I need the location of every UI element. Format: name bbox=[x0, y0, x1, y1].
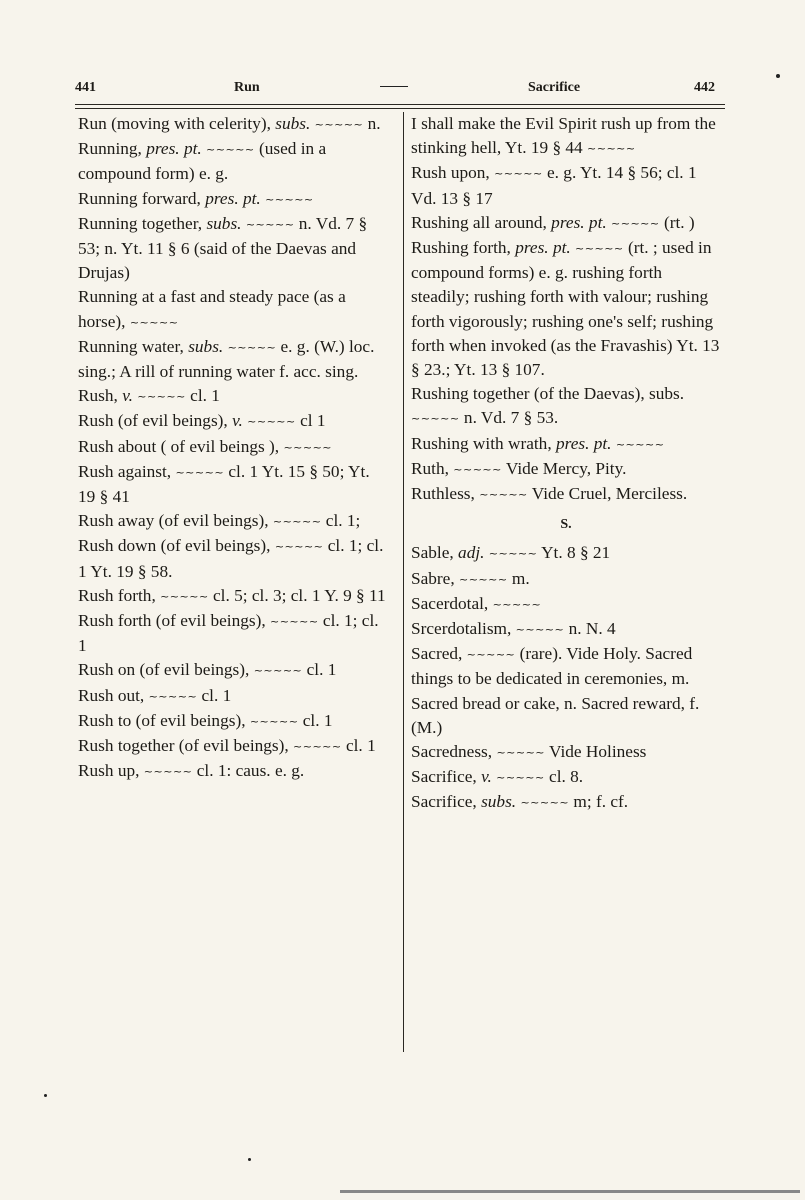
dictionary-entry bbox=[411, 211, 721, 236]
dictionary-entry bbox=[411, 382, 721, 431]
avestan-script: ~~~~~ bbox=[575, 242, 624, 256]
entry-headword: Rush out, bbox=[78, 685, 145, 705]
entry-citation: m; f. cf. bbox=[573, 792, 629, 812]
entry-citation: cl. 1: caus. e. g. bbox=[196, 761, 305, 781]
dictionary-entry bbox=[78, 285, 390, 334]
ink-speck bbox=[776, 74, 780, 78]
dictionary-entry bbox=[411, 740, 721, 765]
entry-citation: Vide Mercy, Pity. bbox=[505, 458, 627, 478]
entry-gloss: (of evil beings), bbox=[174, 736, 289, 756]
entry-citation: cl. 1 bbox=[201, 685, 232, 705]
avestan-script: ~~~~~ bbox=[587, 142, 636, 156]
entry-headword: Running together, bbox=[78, 213, 203, 233]
avestan-script: ~~~~~ bbox=[496, 746, 546, 760]
entry-citation: (used in a compound form) e. g. bbox=[78, 139, 327, 184]
entry-citation: n. bbox=[367, 114, 381, 133]
entry-gloss: (of the Daevas), subs. bbox=[529, 384, 685, 404]
entry-gloss: (as a horse), bbox=[78, 287, 346, 331]
entry-headword: Rush to bbox=[78, 710, 132, 730]
entry-headword: Sacerdotal, bbox=[411, 593, 489, 613]
entry-citation: cl. 1; cl. 1 bbox=[78, 611, 379, 656]
entry-citation: n. Vd. 7 § 53; n. Yt. 11 § 6 (said of the Daevas and Drujas) bbox=[78, 213, 368, 283]
entry-citation: (rt. ) bbox=[663, 212, 695, 232]
dictionary-entry bbox=[78, 137, 390, 186]
entry-citation: cl. 1 bbox=[190, 386, 220, 406]
avestan-script: ~~~~~ bbox=[206, 143, 255, 157]
dictionary-entry bbox=[411, 432, 721, 457]
dictionary-entry bbox=[78, 509, 390, 534]
entry-headword: Rushing all around, bbox=[411, 212, 547, 232]
right-page-number: 442 bbox=[694, 80, 715, 95]
entry-gloss: I shall make the Evil Spirit rush up from the stinking hell, Yt. 19 § 44 bbox=[411, 114, 716, 158]
entry-citation: cl. 5; cl. 3; cl. 1 Y. 9 § 11 bbox=[213, 585, 386, 605]
right-running-head: Sacrifice bbox=[528, 80, 581, 95]
dictionary-entry bbox=[78, 409, 390, 434]
entry-citation: cl. 1 bbox=[306, 660, 337, 680]
entry-citation: cl. 1; cl. 1 Yt. 19 § 58. bbox=[78, 536, 384, 581]
left-page-number: 441 bbox=[75, 80, 96, 95]
avestan-script: ~~~~~ bbox=[611, 216, 660, 230]
entry-part-of-speech: pres. pt. bbox=[146, 139, 202, 159]
dictionary-entry bbox=[411, 541, 721, 566]
avestan-script: ~~~~~ bbox=[227, 340, 277, 354]
dictionary-entry bbox=[78, 584, 390, 609]
dictionary-entry bbox=[411, 790, 721, 815]
entry-headword: Running at a fast and steady pace bbox=[78, 287, 310, 307]
avestan-script: ~~~~~ bbox=[496, 771, 545, 785]
dictionary-entry bbox=[78, 709, 390, 734]
dictionary-entry bbox=[78, 384, 390, 409]
entry-headword: Rush about bbox=[78, 436, 157, 456]
dictionary-entry bbox=[411, 161, 721, 210]
entry-headword: Rushing with wrath, bbox=[411, 433, 552, 453]
ink-speck bbox=[44, 1094, 47, 1097]
dictionary-entry bbox=[78, 734, 390, 759]
avestan-script: ~~~~~ bbox=[453, 462, 502, 476]
avestan-script: ~~~~~ bbox=[253, 664, 303, 678]
dictionary-entry bbox=[78, 212, 390, 286]
entry-headword: Sacredness, bbox=[411, 742, 493, 762]
avestan-script: ~~~~~ bbox=[283, 440, 333, 454]
entry-part-of-speech: subs. bbox=[275, 114, 311, 133]
entry-headword: Rushing forth, bbox=[411, 238, 511, 258]
entry-citation: cl. 1; bbox=[325, 511, 361, 531]
entry-citation: cl. 1 bbox=[345, 736, 376, 756]
avestan-script: ~~~~~ bbox=[175, 465, 225, 479]
entry-part-of-speech: v. bbox=[481, 767, 492, 787]
dictionary-entry bbox=[411, 482, 721, 507]
entry-headword: Rush up, bbox=[78, 761, 140, 781]
entry-part-of-speech: subs. bbox=[188, 336, 224, 356]
entry-headword: Rush (of evil beings), bbox=[78, 411, 228, 431]
dictionary-entry bbox=[78, 112, 390, 137]
entry-headword: Rush against, bbox=[78, 461, 172, 481]
header-rule-top bbox=[75, 104, 725, 105]
entry-citation: Yt. 8 § 21 bbox=[541, 543, 611, 563]
entry-gloss: (of evil beings), bbox=[156, 536, 271, 556]
bottom-edge-smudge bbox=[340, 1190, 800, 1193]
avestan-script: ~~~~~ bbox=[520, 796, 570, 810]
avestan-script: ~~~~~ bbox=[249, 714, 299, 728]
entry-citation: e. g. (W.) loc. sing.; A rill of running water f. acc. sing. bbox=[78, 336, 375, 382]
avestan-script: ~~~~~ bbox=[137, 390, 186, 404]
entry-part-of-speech: subs. bbox=[481, 792, 517, 812]
right-column bbox=[411, 112, 721, 816]
avestan-script: ~~~~~ bbox=[459, 572, 508, 586]
entry-gloss: (of evil beings), bbox=[135, 660, 250, 680]
entry-headword: Rush forth bbox=[78, 611, 152, 631]
avestan-script: ~~~~~ bbox=[274, 540, 324, 554]
entry-headword: Rush together bbox=[78, 736, 175, 756]
entry-headword: Sacrifice, bbox=[411, 767, 477, 787]
dictionary-entry bbox=[78, 187, 390, 212]
dictionary-entry bbox=[78, 609, 390, 658]
entry-gloss: ( of evil beings ), bbox=[156, 436, 280, 456]
entry-headword: Sacrifice, bbox=[411, 792, 477, 812]
entry-headword: Rush down bbox=[78, 536, 157, 556]
section-letter: S. bbox=[560, 517, 572, 533]
dictionary-entry bbox=[411, 592, 721, 617]
avestan-script: ~~~~~ bbox=[488, 547, 538, 561]
entry-headword: Rush on bbox=[78, 660, 136, 680]
dictionary-entry bbox=[411, 567, 721, 592]
entry-headword: Rush upon, bbox=[411, 163, 490, 183]
entry-headword: Srcerdotalism, bbox=[411, 619, 512, 639]
entry-gloss: (of evil beings), bbox=[154, 511, 269, 531]
avestan-script: ~~~~~ bbox=[479, 488, 528, 502]
avestan-script: ~~~~~ bbox=[515, 623, 565, 637]
avestan-script: ~~~~~ bbox=[314, 118, 364, 131]
entry-citation: Vide Cruel, Merciless. bbox=[531, 484, 688, 504]
entry-headword: Rush forth, bbox=[78, 585, 156, 605]
entry-gloss: (of evil beings), bbox=[131, 710, 246, 730]
header-dash bbox=[380, 86, 408, 87]
ink-speck bbox=[248, 1158, 251, 1161]
dictionary-entry bbox=[411, 765, 721, 790]
avestan-script: ~~~~~ bbox=[247, 415, 296, 429]
avestan-script: ~~~~~ bbox=[143, 765, 193, 779]
avestan-script: ~~~~~ bbox=[615, 437, 665, 451]
dictionary-entry bbox=[411, 642, 721, 740]
dictionary-entry bbox=[411, 457, 721, 482]
entry-headword: Running, bbox=[78, 139, 142, 159]
avestan-script: ~~~~~ bbox=[466, 648, 516, 662]
entry-part-of-speech: pres. pt. bbox=[515, 238, 571, 258]
entry-citation: (rt. ; used in compound forms) e. g. rushing forth steadily; rushing forth with valour; rushing forth vigorously; rushing one's self; rushing forth when invoked (as the Fravashis) Yt. 13 § 23.; Yt. 13 § 107. bbox=[411, 238, 720, 380]
entry-headword: Running forward, bbox=[78, 188, 201, 208]
entry-citation: n. N. 4 bbox=[568, 619, 616, 639]
dictionary-entry bbox=[411, 236, 721, 382]
left-running-head: Run bbox=[234, 80, 260, 95]
entry-headword: Sable, bbox=[411, 543, 454, 563]
entry-part-of-speech: subs. bbox=[206, 213, 242, 233]
entry-headword: Ruthless, bbox=[411, 484, 475, 504]
entry-citation: cl. 1 Yt. 15 § 50; Yt. 19 § 41 bbox=[78, 461, 370, 507]
entry-headword: Run bbox=[78, 114, 107, 133]
avestan-script: ~~~~~ bbox=[494, 167, 543, 181]
avestan-script: ~~~~~ bbox=[293, 740, 342, 754]
entry-headword: Rush away bbox=[78, 511, 155, 531]
dictionary-entry bbox=[78, 658, 390, 683]
dictionary-entry bbox=[78, 684, 390, 709]
entry-headword: Sabre, bbox=[411, 568, 455, 588]
dictionary-entry bbox=[78, 534, 390, 583]
avestan-script: ~~~~~ bbox=[411, 412, 460, 426]
dictionary-entry bbox=[411, 617, 721, 642]
avestan-script: ~~~~~ bbox=[265, 192, 314, 206]
entry-part-of-speech: pres. pt. bbox=[551, 212, 607, 232]
entry-gloss: (moving with celerity), bbox=[106, 114, 276, 133]
entry-citation: e. g. Yt. 14 § 56; cl. 1 Vd. 13 § 17 bbox=[411, 163, 697, 208]
entry-headword: Rushing together bbox=[411, 384, 530, 404]
avestan-script: ~~~~~ bbox=[245, 217, 295, 231]
entry-citation: Vide Holiness bbox=[549, 742, 647, 762]
avestan-script: ~~~~~ bbox=[492, 597, 542, 611]
entry-citation: cl. 8. bbox=[549, 767, 584, 787]
left-column bbox=[78, 112, 390, 784]
avestan-script: ~~~~~ bbox=[272, 515, 322, 529]
entry-gloss: (of evil beings), bbox=[151, 611, 266, 631]
entry-part-of-speech: pres. pt. bbox=[205, 188, 261, 208]
column-divider bbox=[403, 112, 404, 1052]
entry-headword: Running water, bbox=[78, 336, 184, 356]
entry-part-of-speech: pres. pt. bbox=[555, 433, 612, 453]
entry-part-of-speech: v. bbox=[122, 386, 133, 406]
dictionary-entry bbox=[78, 335, 390, 384]
avestan-script: ~~~~~ bbox=[129, 315, 179, 329]
entry-citation: m. bbox=[511, 568, 530, 588]
entry-citation: cl 1 bbox=[300, 411, 326, 431]
dictionary-entry bbox=[78, 435, 390, 460]
entry-citation: (rare). Vide Holy. Sacred things to be dedicated in ceremonies, m. Sacred bread or cake, n. Sacred reward, f. (M.) bbox=[411, 644, 700, 737]
dictionary-entry bbox=[411, 112, 721, 161]
header-rule-bottom bbox=[75, 108, 725, 109]
entry-headword: Ruth, bbox=[411, 458, 449, 478]
entry-citation: cl. 1 bbox=[302, 710, 333, 730]
entry-citation: n. Vd. 7 § 53. bbox=[463, 408, 559, 428]
entry-part-of-speech: adj. bbox=[458, 543, 485, 563]
entry-headword: Rush, bbox=[78, 386, 118, 406]
entry-headword: Sacred, bbox=[411, 644, 463, 664]
avestan-script: ~~~~~ bbox=[160, 589, 209, 603]
dictionary-entry bbox=[78, 460, 390, 509]
avestan-script: ~~~~~ bbox=[148, 689, 198, 703]
entry-part-of-speech: v. bbox=[232, 411, 243, 431]
avestan-script: ~~~~~ bbox=[270, 615, 319, 629]
dictionary-entry bbox=[78, 759, 390, 784]
